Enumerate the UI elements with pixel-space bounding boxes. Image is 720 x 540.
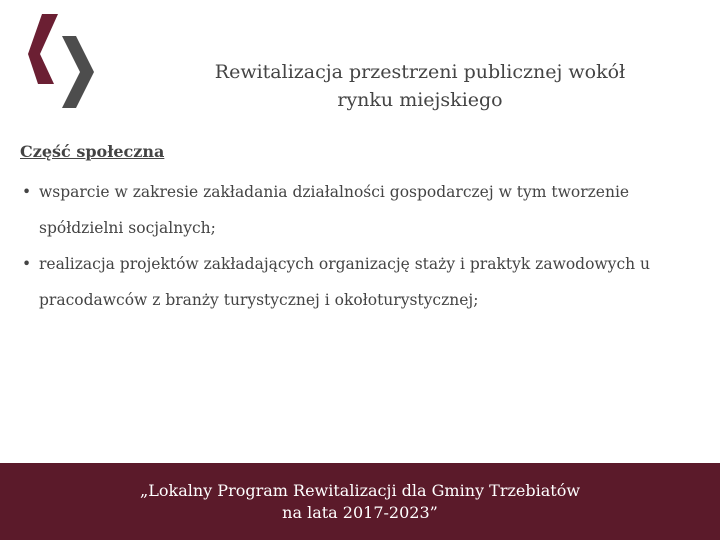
footer-line1: „Lokalny Program Rewitalizacji dla Gminy Trzebiatów — [139, 481, 581, 500]
list-item — [20, 174, 710, 246]
bullet-icon: • — [22, 183, 32, 201]
list-item — [20, 246, 710, 318]
slide-title-line2: rynku miejskiego — [337, 89, 503, 111]
footer-bar — [0, 463, 720, 540]
slide-title — [150, 58, 690, 114]
footer-line2: na lata 2017-2023” — [282, 503, 438, 522]
footer-text — [0, 480, 720, 524]
logo-gray-chevron — [62, 36, 94, 108]
bullet-list — [20, 174, 710, 318]
section-heading: Część społeczna — [20, 142, 165, 161]
logo-maroon-chevron — [28, 14, 58, 84]
bullet-text: realizacja projektów zakładających organizację staży i praktyk zawodowych u pracodawców z branży turystycznej i okołoturystycznej; — [39, 255, 651, 309]
bullet-icon: • — [22, 255, 32, 273]
chevron-logo-icon — [28, 14, 94, 108]
bullet-text: wsparcie w zakresie zakładania działalności gospodarczej w tym tworzenie spółdzielni socjalnych; — [39, 183, 630, 237]
slide-title-line1: Rewitalizacja przestrzeni publicznej wokół — [214, 61, 626, 83]
